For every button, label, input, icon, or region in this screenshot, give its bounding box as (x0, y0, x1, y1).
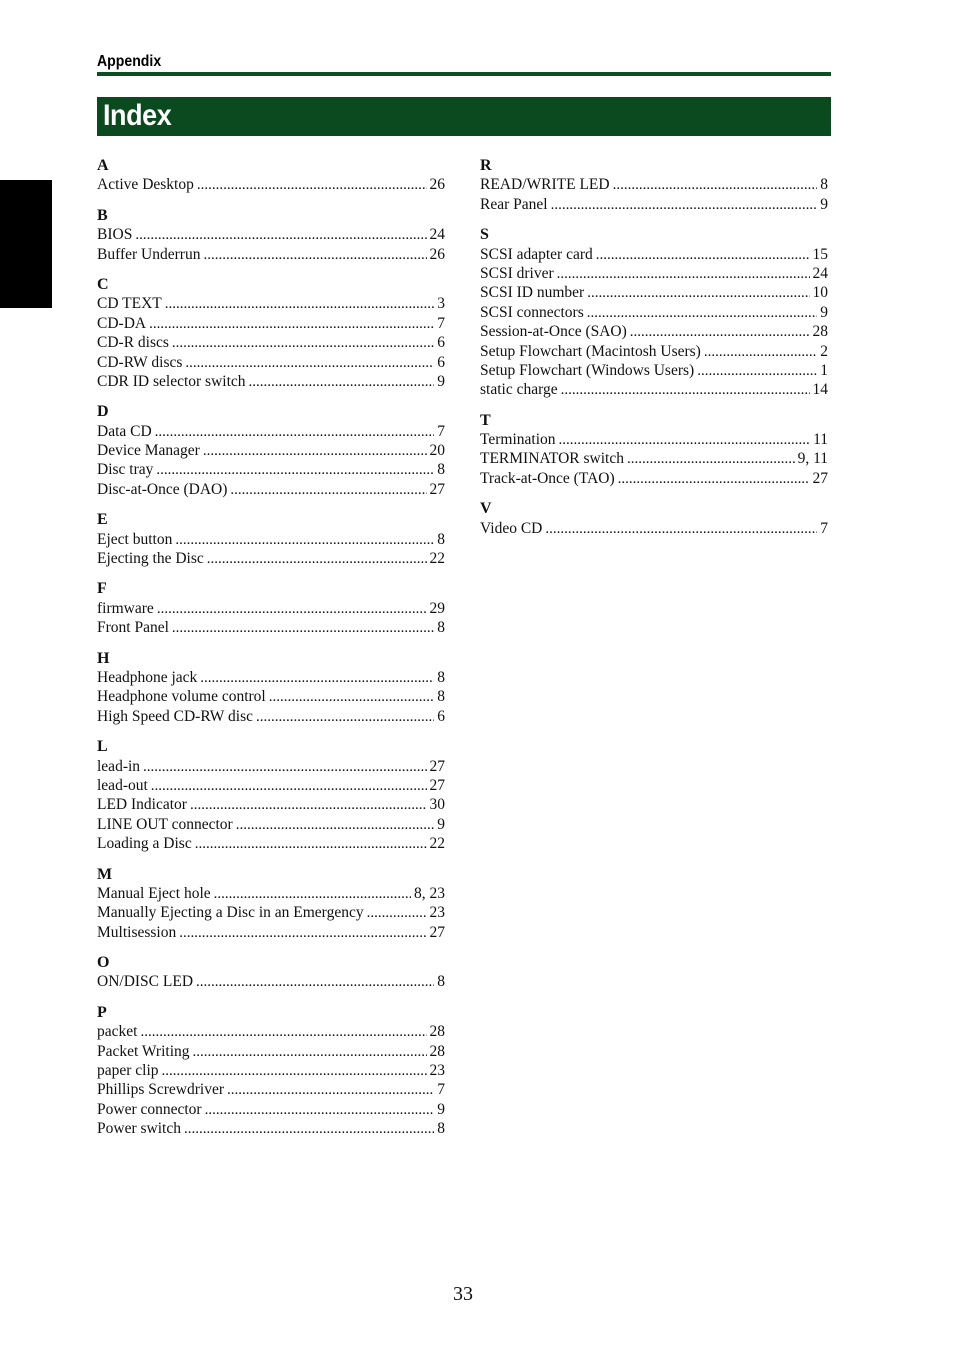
index-page-ref: 2 (820, 342, 828, 360)
index-page-ref: 8 (437, 973, 445, 991)
dot-leader (561, 381, 810, 400)
dot-leader (135, 226, 426, 245)
index-page-ref: 8 (437, 688, 445, 706)
index-entry (480, 195, 828, 214)
index-entry (97, 834, 445, 853)
index-entry (97, 175, 445, 194)
index-term: Device Manager (97, 442, 200, 460)
index-page-ref: 9, 11 (797, 450, 828, 468)
dot-leader (203, 246, 426, 265)
index-page-ref: 9 (820, 195, 828, 213)
index-group-s (480, 225, 828, 400)
index-term: CD-DA (97, 314, 147, 332)
index-entry (97, 618, 445, 637)
index-term: firmware (97, 599, 154, 617)
index-page-ref: 27 (429, 757, 445, 775)
index-entry (97, 314, 445, 333)
index-group-a (97, 156, 445, 195)
index-term: Termination (480, 431, 556, 449)
index-entry (480, 283, 828, 302)
index-entry (97, 245, 445, 264)
dot-leader (596, 246, 810, 265)
index-entry (480, 342, 828, 361)
dot-leader (193, 1043, 427, 1062)
index-letter: E (97, 511, 108, 529)
index-group-o (97, 953, 445, 992)
index-entry (480, 264, 828, 283)
index-term: Power connector (97, 1100, 202, 1118)
index-letter: L (97, 738, 108, 756)
index-entry (97, 1119, 445, 1138)
dot-leader (587, 284, 809, 303)
index-letter: S (480, 226, 489, 244)
index-page-ref: 14 (812, 381, 828, 399)
dot-leader (630, 323, 810, 342)
index-term: BIOS (97, 226, 133, 244)
index-page-ref: 30 (429, 796, 445, 814)
index-term: lead-in (97, 757, 141, 775)
dot-leader (545, 520, 817, 539)
index-group-f (97, 579, 445, 637)
dot-leader (627, 450, 795, 469)
index-page-ref: 23 (429, 1062, 445, 1080)
index-page-ref: 6 (437, 707, 445, 725)
index-group-e (97, 510, 445, 568)
dot-leader (162, 1062, 427, 1081)
index-letter: D (97, 403, 109, 421)
index-letter: O (97, 954, 110, 972)
index-entry (97, 795, 445, 814)
index-page-ref: 27 (429, 776, 445, 794)
index-entry (97, 441, 445, 460)
index-term: Packet Writing (97, 1042, 190, 1060)
index-group-d (97, 402, 445, 499)
dot-leader (195, 835, 427, 854)
index-page-ref: 24 (812, 264, 828, 282)
dot-leader (179, 924, 426, 943)
dot-leader (172, 619, 434, 638)
index-term: Buffer Underrun (97, 245, 201, 263)
index-term: Rear Panel (480, 195, 548, 213)
index-term: CD-R discs (97, 334, 169, 352)
index-page-ref: 11 (813, 431, 828, 449)
index-entry (97, 815, 445, 834)
index-entry (97, 460, 445, 479)
index-term: Manual Eject hole (97, 884, 211, 902)
index-letter: F (97, 580, 107, 598)
index-term: Active Desktop (97, 176, 194, 194)
dot-leader (697, 362, 817, 381)
index-page-ref: 8 (820, 176, 828, 194)
index-page-ref: 28 (429, 1042, 445, 1060)
index-page-ref: 22 (429, 835, 445, 853)
index-term: Headphone jack (97, 668, 198, 686)
index-page-ref: 8 (437, 1120, 445, 1138)
index-entry (97, 530, 445, 549)
index-entry (480, 380, 828, 399)
index-letter: H (97, 649, 110, 667)
index-page-ref: 29 (429, 599, 445, 617)
index-term: READ/WRITE LED (480, 176, 610, 194)
index-term: Setup Flowchart (Windows Users) (480, 361, 695, 379)
dot-leader (200, 669, 434, 688)
index-page-ref: 15 (812, 245, 828, 263)
dot-leader (704, 343, 817, 362)
page-number: 33 (453, 1283, 473, 1305)
dot-leader (203, 442, 427, 461)
page-title: Index (103, 99, 172, 132)
index-group-l (97, 737, 445, 853)
index-entry (480, 469, 828, 488)
dot-leader (197, 176, 427, 195)
dot-leader (230, 481, 426, 500)
index-entry (97, 599, 445, 618)
index-entry (97, 549, 445, 568)
index-page-ref: 6 (437, 334, 445, 352)
index-entry (97, 422, 445, 441)
index-entry (97, 1100, 445, 1119)
index-entry (480, 519, 828, 538)
dot-leader (165, 295, 435, 314)
index-entry (97, 757, 445, 776)
index-page-ref: 27 (429, 480, 445, 498)
index-group-t (480, 411, 828, 489)
index-term: Eject button (97, 530, 173, 548)
index-term: CD TEXT (97, 295, 162, 313)
dot-leader (196, 973, 434, 992)
index-letter: T (480, 411, 491, 429)
dot-leader (185, 354, 434, 373)
dot-leader (140, 1023, 426, 1042)
index-page-ref: 7 (437, 1081, 445, 1099)
index-entry (97, 707, 445, 726)
index-group-b (97, 206, 445, 264)
index-term: packet (97, 1023, 138, 1041)
index-page-ref: 23 (429, 904, 445, 922)
index-entry (97, 225, 445, 244)
dot-leader (151, 777, 427, 796)
index-page-ref: 6 (437, 353, 445, 371)
index-page-ref: 7 (437, 422, 445, 440)
index-entry (480, 245, 828, 264)
index-entry (97, 353, 445, 372)
index-page-ref: 7 (820, 519, 828, 537)
dot-leader (157, 600, 427, 619)
index-page-ref: 20 (429, 442, 445, 460)
index-page-ref: 26 (429, 245, 445, 263)
dot-leader (236, 816, 435, 835)
dot-leader (249, 373, 435, 392)
index-entry (97, 923, 445, 942)
index-term: paper clip (97, 1062, 159, 1080)
index-group-p (97, 1003, 445, 1139)
dot-leader (587, 304, 817, 323)
index-term: LINE OUT connector (97, 815, 233, 833)
index-letter: M (97, 865, 113, 883)
index-term: Front Panel (97, 619, 169, 637)
dot-leader (143, 758, 426, 777)
index-letter: R (480, 157, 492, 174)
index-term: LED Indicator (97, 796, 187, 814)
index-entry (480, 430, 828, 449)
dot-leader (613, 176, 818, 195)
index-entry (480, 175, 828, 194)
dot-leader (227, 1081, 434, 1100)
index-page-ref: 8 (437, 619, 445, 637)
index-entry (480, 449, 828, 468)
index-entry (97, 903, 445, 922)
dot-leader (559, 431, 811, 450)
dot-leader (269, 688, 435, 707)
index-term: Setup Flowchart (Macintosh Users) (480, 342, 701, 360)
index-entry (97, 294, 445, 313)
dot-leader (175, 531, 434, 550)
index-entry (97, 1042, 445, 1061)
dot-leader (205, 1101, 435, 1120)
index-page-ref: 9 (437, 815, 445, 833)
index-letter: C (97, 275, 109, 293)
index-term: CD-RW discs (97, 353, 183, 371)
index-letter: A (97, 157, 109, 174)
dot-leader (172, 334, 434, 353)
index-page-ref: 3 (437, 295, 445, 313)
index-term: Disc tray (97, 461, 154, 479)
index-entry (480, 303, 828, 322)
dot-leader (190, 796, 427, 815)
index-page-ref: 27 (812, 469, 828, 487)
dot-leader (149, 315, 434, 334)
index-letter: B (97, 206, 108, 224)
index-entry (97, 1080, 445, 1099)
dot-leader (256, 708, 434, 727)
index-entry (480, 361, 828, 380)
index-page-ref: 27 (429, 923, 445, 941)
index-entry (480, 322, 828, 341)
index-page-ref: 28 (812, 323, 828, 341)
index-term: static charge (480, 381, 558, 399)
index-column-left (97, 156, 445, 1150)
index-letter: P (97, 1003, 107, 1021)
dot-leader (214, 885, 411, 904)
index-term: Multisession (97, 923, 177, 941)
index-group-c (97, 275, 445, 391)
index-term: Video CD (480, 519, 543, 537)
index-term: Ejecting the Disc (97, 550, 204, 568)
index-page-ref: 26 (429, 176, 445, 194)
index-entry (97, 972, 445, 991)
dot-leader (557, 265, 810, 284)
header-rule (97, 72, 831, 76)
index-term: lead-out (97, 776, 148, 794)
index-entry (97, 776, 445, 795)
index-page-ref: 9 (437, 1100, 445, 1118)
index-page-ref: 9 (820, 303, 828, 321)
index-term: Loading a Disc (97, 835, 192, 853)
index-page-ref: 8 (437, 668, 445, 686)
index-page-ref: 10 (812, 284, 828, 302)
index-entry (97, 1061, 445, 1080)
section-label: Appendix (97, 53, 162, 70)
index-entry (97, 333, 445, 352)
index-entry (97, 884, 445, 903)
index-term: Headphone volume control (97, 688, 266, 706)
index-term: Phillips Screwdriver (97, 1081, 224, 1099)
index-term: Manually Ejecting a Disc in an Emergency (97, 904, 364, 922)
index-term: ON/DISC LED (97, 973, 194, 991)
index-group-h (97, 649, 445, 727)
dot-leader (156, 461, 434, 480)
index-entry (97, 687, 445, 706)
index-group-r (480, 156, 828, 214)
dot-leader (367, 904, 427, 923)
dot-leader (551, 196, 818, 215)
index-entry (97, 668, 445, 687)
index-term: Data CD (97, 422, 152, 440)
index-page-ref: 8 (437, 461, 445, 479)
index-group-m (97, 865, 445, 943)
side-thumb-tab (0, 180, 52, 308)
index-page-ref: 9 (437, 372, 445, 390)
index-letter: V (480, 500, 492, 518)
index-term: SCSI connectors (480, 303, 584, 321)
dot-leader (207, 550, 427, 569)
index-entry (97, 480, 445, 499)
dot-leader (618, 470, 810, 489)
index-term: Disc-at-Once (DAO) (97, 480, 228, 498)
index-page-ref: 28 (429, 1023, 445, 1041)
index-page-ref: 8, 23 (414, 884, 445, 902)
index-entry (97, 372, 445, 391)
index-term: TERMINATOR switch (480, 450, 624, 468)
index-term: Session-at-Once (SAO) (480, 323, 627, 341)
index-term: CDR ID selector switch (97, 372, 246, 390)
index-page-ref: 1 (820, 361, 828, 379)
index-page-ref: 24 (429, 226, 445, 244)
index-page-ref: 8 (437, 530, 445, 548)
index-group-v (480, 499, 828, 538)
index-term: Power switch (97, 1120, 181, 1138)
index-term: Track-at-Once (TAO) (480, 469, 615, 487)
dot-leader (184, 1120, 434, 1139)
index-entry (97, 1022, 445, 1041)
index-term: High Speed CD-RW disc (97, 707, 253, 725)
index-term: SCSI adapter card (480, 245, 593, 263)
index-page-ref: 7 (437, 314, 445, 332)
index-column-right (480, 156, 828, 549)
index-term: SCSI ID number (480, 284, 585, 302)
title-bar (97, 97, 831, 136)
index-term: SCSI driver (480, 264, 554, 282)
dot-leader (155, 423, 435, 442)
index-page-ref: 22 (429, 550, 445, 568)
